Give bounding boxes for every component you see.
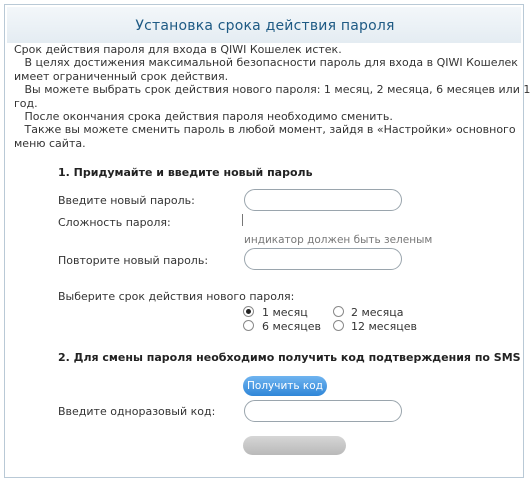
period-radio-1-month[interactable]	[243, 306, 254, 317]
period-option-label[interactable]: 6 месяцев	[262, 320, 321, 333]
step2-title: 2. Для смены пароля необходимо получить код подтверждения по SMS	[58, 351, 521, 364]
intro-line: год.	[14, 96, 38, 110]
period-radio-6-months[interactable]	[243, 320, 254, 331]
intro-line: Вы можете выбрать срок действия нового пароля: 1 месяц, 2 месяца, 6 месяцев или 1	[14, 83, 530, 97]
indicator-hint: индикатор должен быть зеленым	[244, 234, 433, 246]
period-option-label[interactable]: 1 месяц	[262, 306, 308, 319]
period-radio-2-months[interactable]	[333, 306, 344, 317]
submit-button[interactable]	[243, 436, 346, 455]
intro-line: Срок действия пароля для входа в QIWI Кошелек истек.	[14, 43, 342, 56]
sms-code-field[interactable]	[244, 400, 402, 422]
new-password-label: Введите новый пароль:	[58, 194, 195, 207]
code-label: Введите одноразовый код:	[58, 405, 216, 418]
period-radio-12-months[interactable]	[333, 320, 344, 331]
password-strength-indicator	[242, 214, 243, 226]
period-label: Выберите срок действия нового пароля:	[58, 290, 295, 303]
intro-line: Также вы можете сменить пароль в любой момент, зайдя в «Настройки» основного	[14, 123, 516, 137]
step1-title: 1. Придумайте и введите новый пароль	[58, 166, 313, 179]
intro-line: В целях достижения максимальной безопасности пароль для входа в QIWI Кошелек	[14, 56, 518, 70]
intro-text	[14, 43, 530, 150]
period-option-label[interactable]: 12 месяцев	[351, 320, 417, 333]
page-title: Установка срока действия пароля	[135, 18, 395, 34]
intro-line: После окончания срока действия пароля необходимо сменить.	[14, 110, 393, 124]
repeat-password-field[interactable]	[244, 248, 402, 270]
get-code-button[interactable]: Получить код	[243, 376, 327, 396]
repeat-password-label: Повторите новый пароль:	[58, 254, 209, 267]
period-option-label[interactable]: 2 месяца	[351, 306, 404, 319]
intro-line: меню сайта.	[14, 136, 86, 150]
intro-line: имеет ограниченный срок действия.	[14, 69, 229, 83]
new-password-field[interactable]	[244, 189, 402, 211]
complexity-label: Сложность пароля:	[58, 216, 171, 229]
